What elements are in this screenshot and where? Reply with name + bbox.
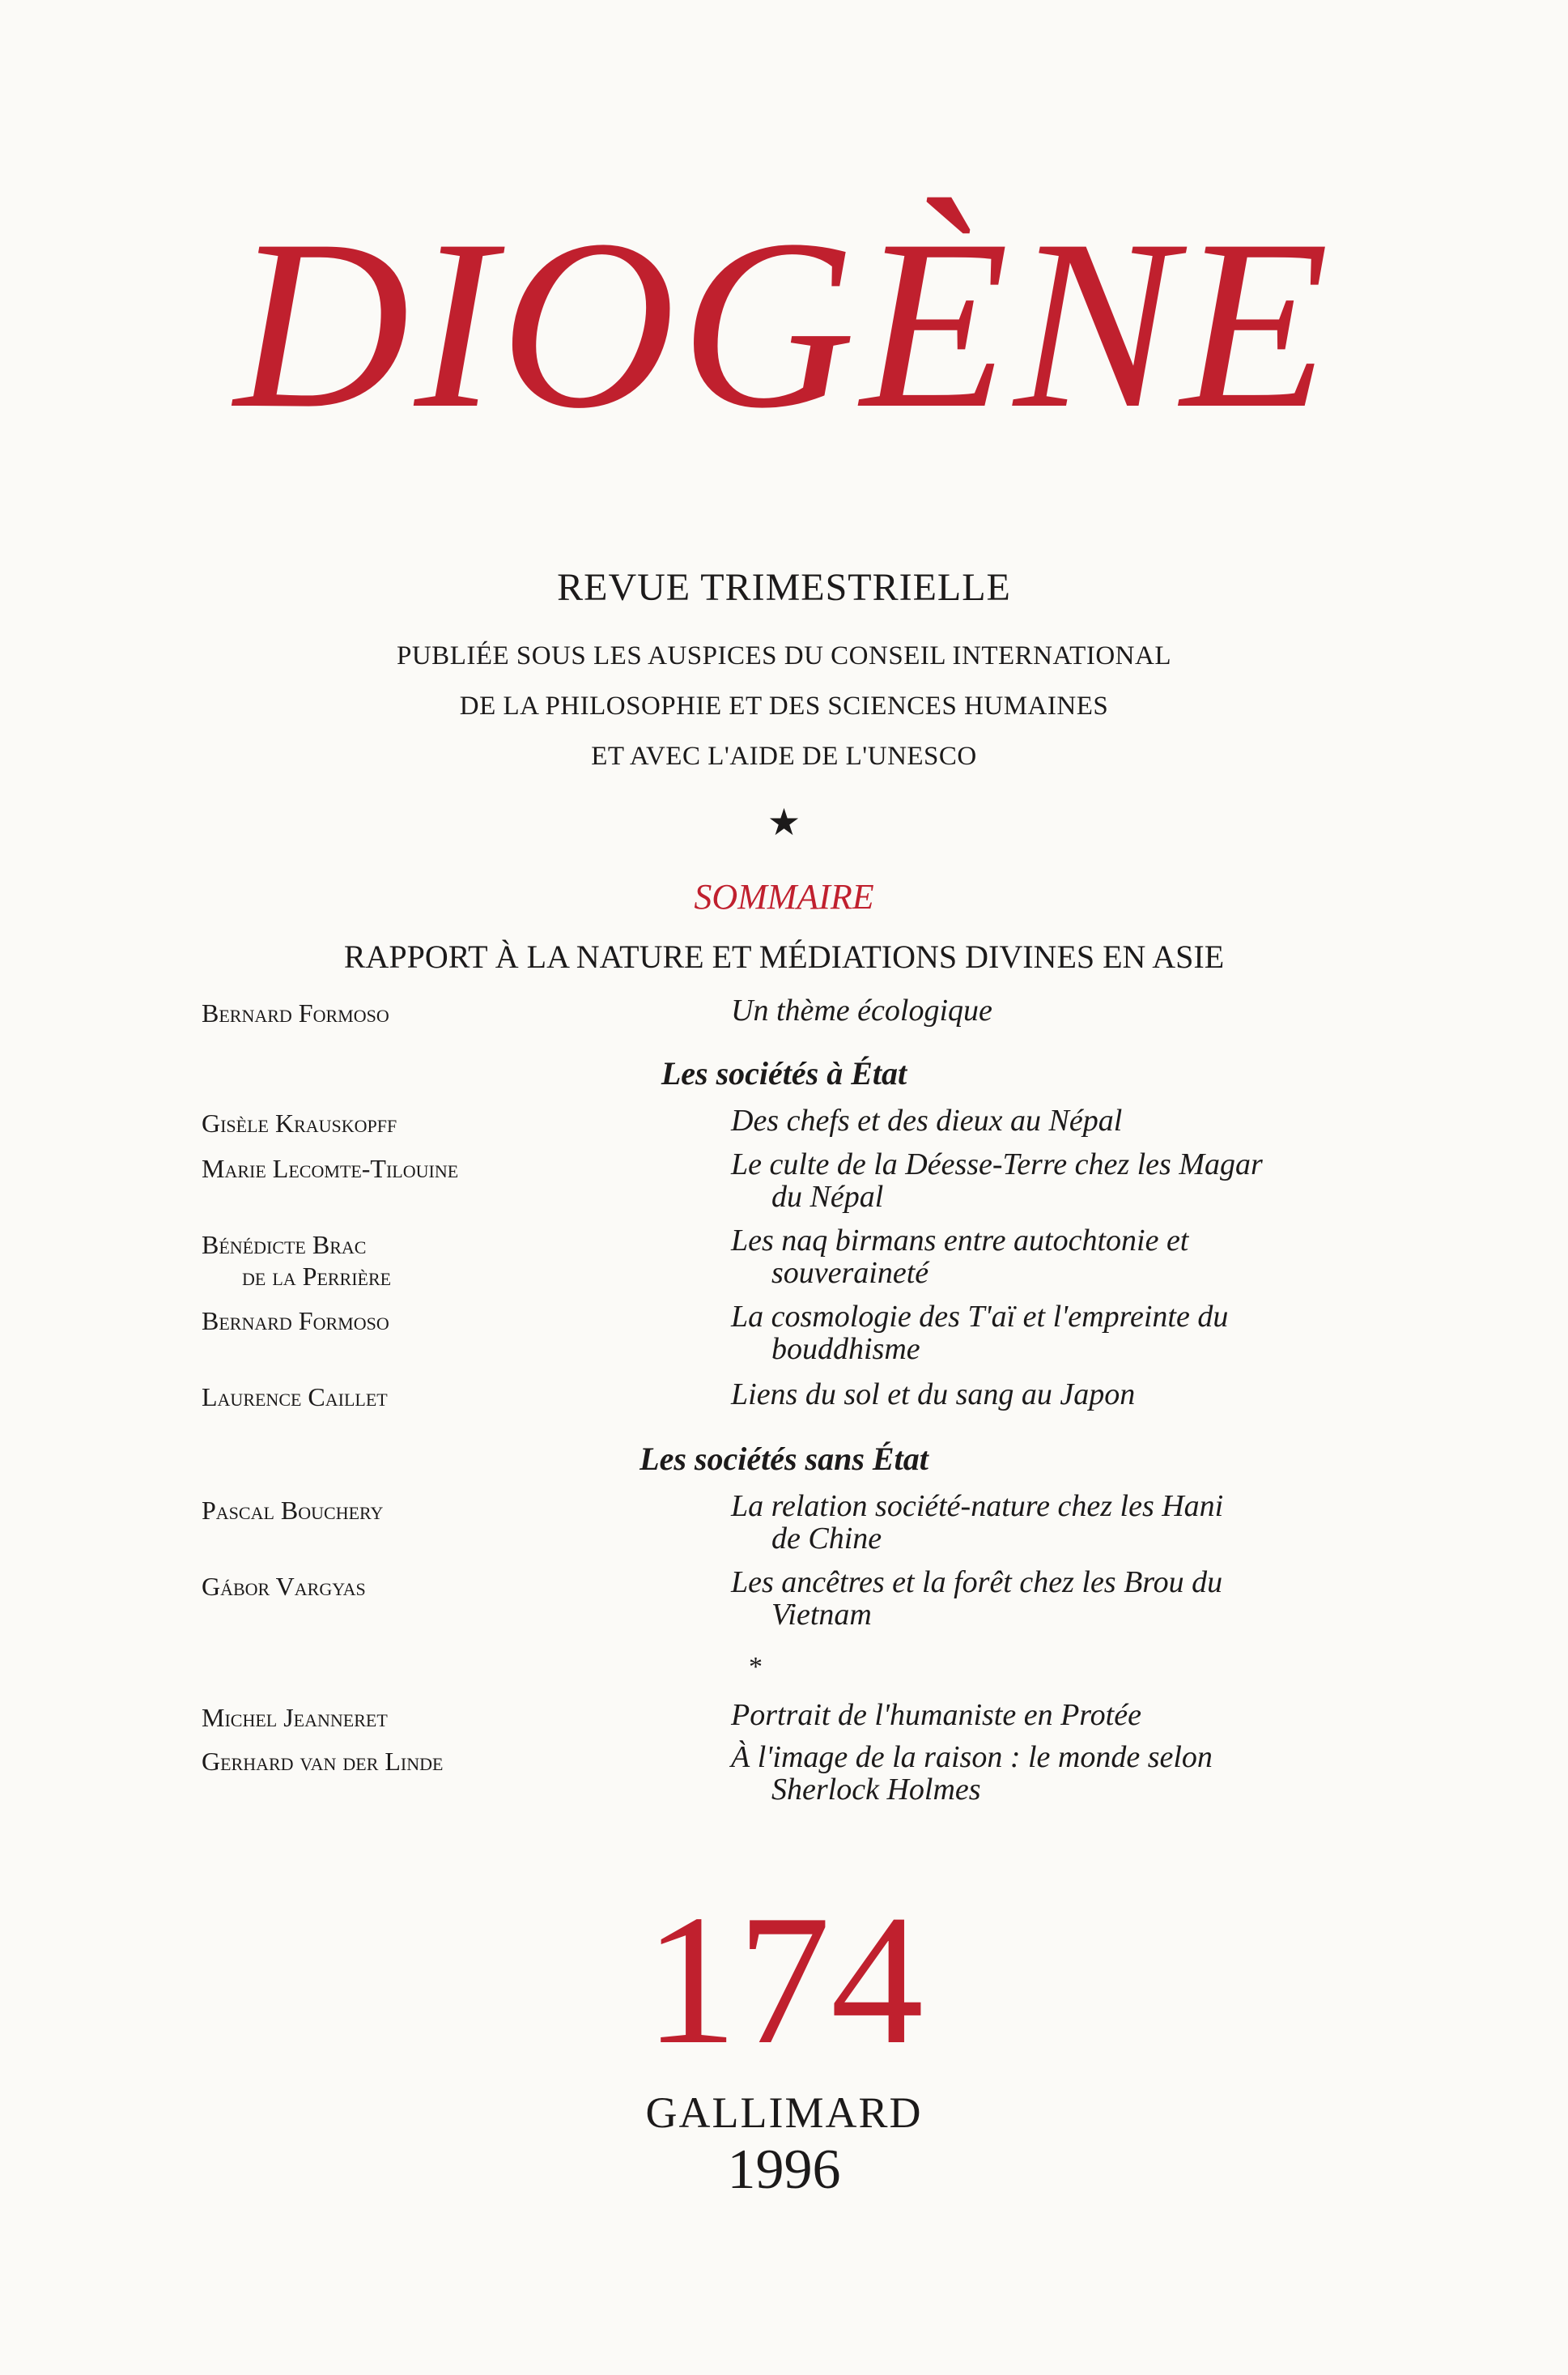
- toc-author: Gerhard van der Linde: [202, 1747, 444, 1776]
- toc-title: [731, 1490, 1330, 1555]
- toc-title-line: de Chine: [771, 1522, 882, 1556]
- toc-title: [731, 1148, 1330, 1213]
- toc-author: Michel Jeanneret: [202, 1703, 388, 1732]
- toc-author: Gábor Vargyas: [202, 1572, 366, 1601]
- toc-title: Portrait de l'humaniste en Protée: [731, 1698, 1141, 1732]
- issue-number: 174: [644, 1876, 924, 2083]
- toc-title: Liens du sol et du sang au Japon: [731, 1377, 1136, 1411]
- sommaire-label: SOMMAIRE: [694, 877, 874, 917]
- toc-author: Bernard Formoso: [202, 1306, 389, 1335]
- toc-title: [731, 1566, 1330, 1631]
- toc-title-line: La relation société-nature chez les Hani: [731, 1489, 1224, 1523]
- toc-title: [731, 1300, 1330, 1365]
- toc-title-line: du Népal: [771, 1180, 884, 1214]
- toc-author-line: Bénédicte Brac: [202, 1230, 367, 1259]
- toc-author: Bernard Formoso: [202, 998, 389, 1028]
- toc-title-line: Vietnam: [771, 1598, 872, 1632]
- toc-author: Gisèle Krauskopff: [202, 1109, 397, 1138]
- section-heading: Les sociétés à État: [661, 1055, 907, 1092]
- publication-line-3: ET AVEC L'AIDE DE L'UNESCO: [591, 742, 977, 771]
- toc-author: Pascal Bouchery: [202, 1496, 384, 1525]
- toc-author-line: de la Perrière: [242, 1262, 392, 1291]
- toc-title-line: Les ancêtres et la forêt chez les Brou du: [731, 1565, 1223, 1599]
- toc-author: [202, 1229, 703, 1292]
- toc-title-line: À l'image de la raison : le monde selon: [731, 1740, 1213, 1774]
- toc-title-line: Sherlock Holmes: [771, 1773, 981, 1807]
- toc-title-line: Le culte de la Déesse-Terre chez les Magar: [731, 1147, 1263, 1181]
- toc-author: Marie Lecomte-Tilouine: [202, 1154, 459, 1183]
- star-icon: ★: [767, 802, 801, 843]
- toc-title-line: La cosmologie des T'aï et l'empreinte du: [731, 1300, 1229, 1334]
- publication-line-1: PUBLIÉE SOUS LES AUSPICES DU CONSEIL INTERNATIONAL: [397, 641, 1171, 670]
- publication-line-2: DE LA PHILOSOPHIE ET DES SCIENCES HUMAINES: [459, 692, 1109, 721]
- toc-title-line: bouddhisme: [771, 1332, 920, 1366]
- masthead-title: DIOGÈNE: [234, 189, 1334, 458]
- subtitle: REVUE TRIMESTRIELLE: [557, 566, 1011, 609]
- toc-title-line: souveraineté: [771, 1256, 929, 1290]
- toc-author: Laurence Caillet: [202, 1382, 388, 1411]
- toc-title-line: Les naq birmans entre autochtonie et: [731, 1224, 1189, 1258]
- toc-title: [731, 1224, 1330, 1289]
- toc-title: [731, 1741, 1330, 1806]
- asterisk-separator: *: [749, 1652, 763, 1682]
- toc-title: Un thème écologique: [731, 994, 992, 1028]
- section-heading: Les sociétés sans État: [640, 1441, 928, 1477]
- publisher-name: GALLIMARD: [645, 2088, 923, 2137]
- theme-title: RAPPORT À LA NATURE ET MÉDIATIONS DIVINES EN ASIE: [343, 939, 1225, 975]
- toc-title: Des chefs et des dieux au Népal: [731, 1104, 1123, 1138]
- publication-year: 1996: [727, 2139, 841, 2201]
